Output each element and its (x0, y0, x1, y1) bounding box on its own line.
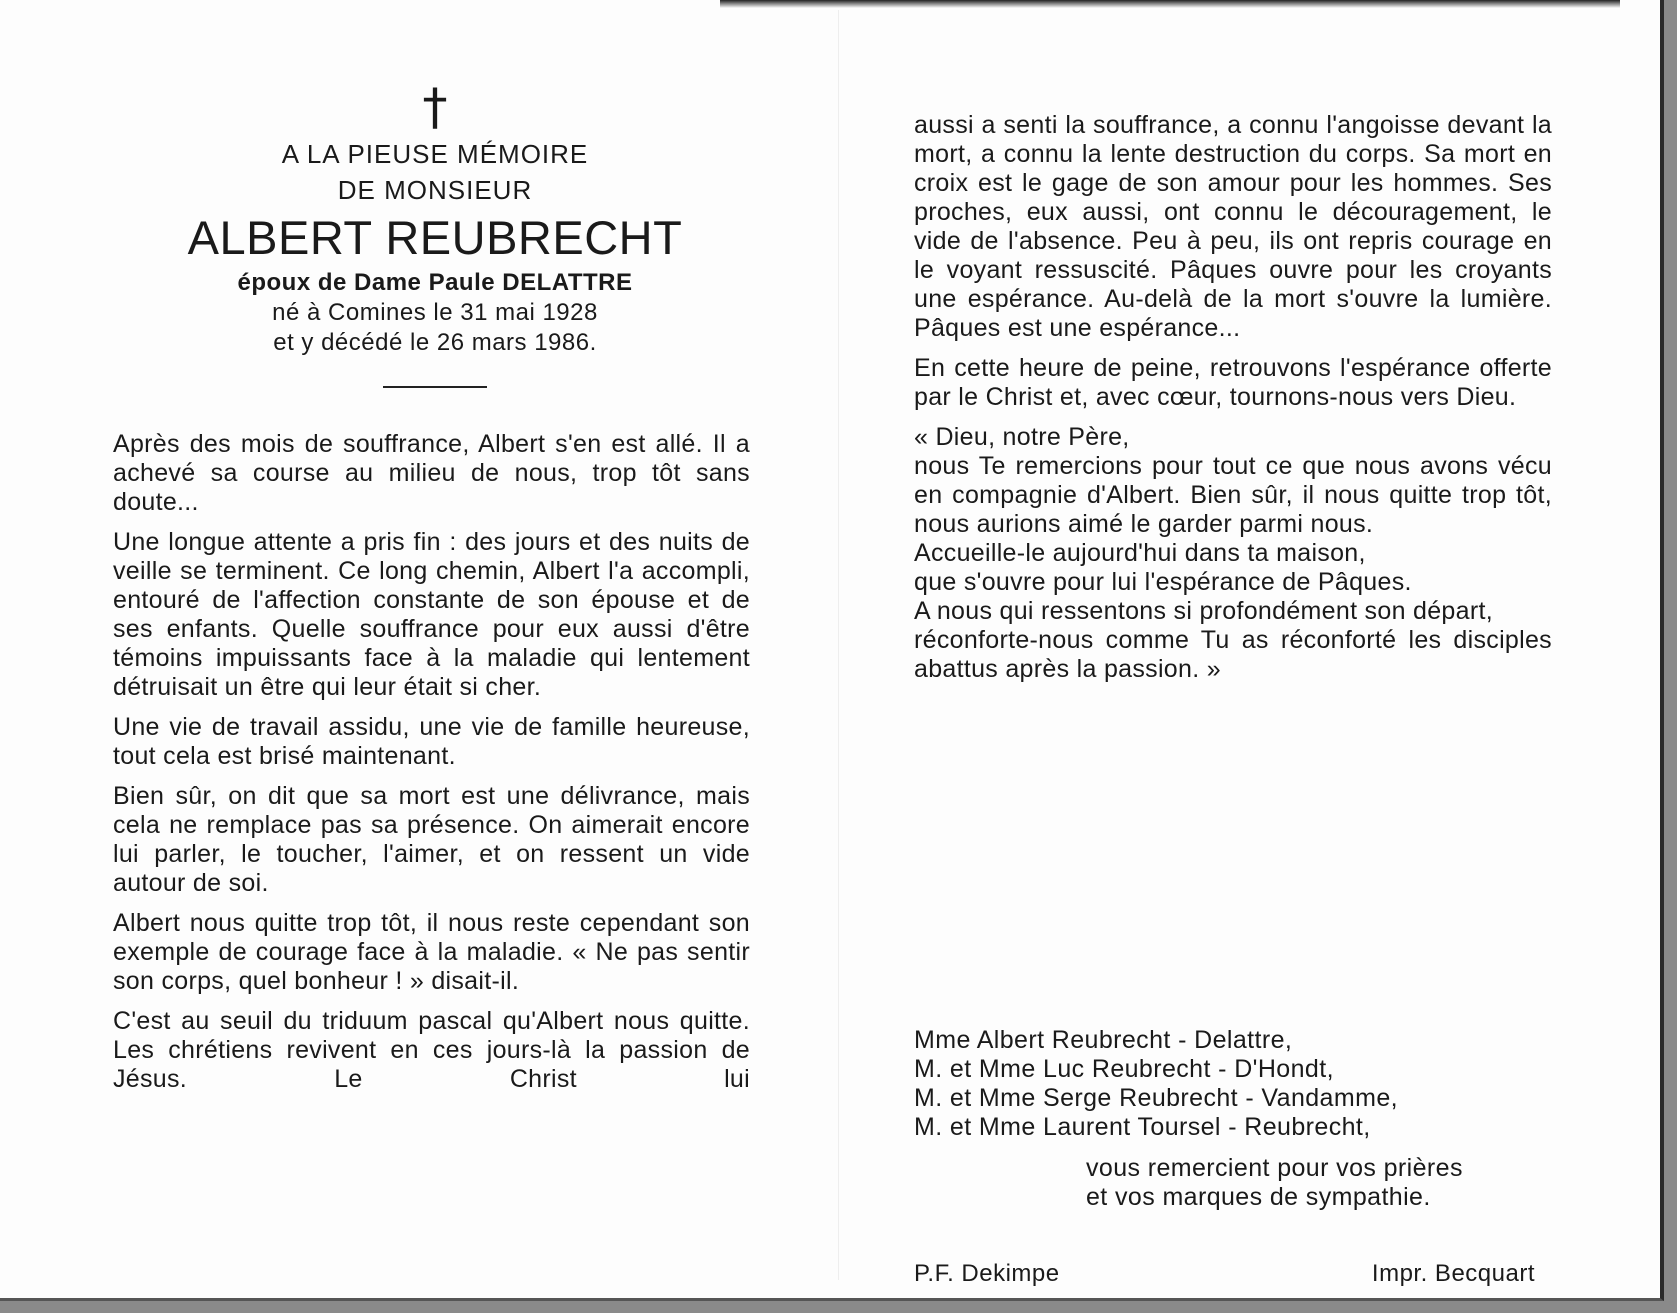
paragraph: Bien sûr, on dit que sa mort est une délivrance, mais cela ne remplace pas sa présence. On aimerait encore lui parler, le toucher, l'aimer, et on ressent un vide autour de soi. (113, 782, 750, 897)
deceased-name: ALBERT REUBRECHT (187, 211, 683, 264)
memorial-line-1: A LA PIEUSE MÉMOIRE (281, 139, 589, 169)
left-column (113, 430, 750, 1105)
paragraph: Une longue attente a pris fin : des jours et des nuits de veille se terminent. Ce long chemin, Albert l'a accompli, entouré de l'affection constante de son épouse et de ses enfants. Quelle souffrance pour eux aussi d'être témoins impuissants face à la maladie qui lentement détruisait un être qui leur était si cher. (113, 528, 750, 701)
thanks-note (1086, 1154, 1463, 1212)
prayer (914, 423, 1552, 684)
prayer-line: que s'ouvre pour lui l'espérance de Pâques. (914, 568, 1412, 596)
death-line: et y décédé le 26 mars 1986. (273, 329, 597, 356)
funeral-home: P.F. Dekimpe (914, 1260, 1060, 1287)
family-list (914, 1026, 1398, 1142)
paragraph: Après des mois de souffrance, Albert s'en est allé. Il a achevé sa course au milieu de nous, trop tôt sans doute... (113, 430, 750, 516)
prayer-line: « Dieu, notre Père, (914, 423, 1130, 451)
thanks-line: vous remercient pour vos prières (1086, 1154, 1463, 1182)
printer-credit: Impr. Becquart (1371, 1260, 1535, 1287)
paragraph: Albert nous quitte trop tôt, il nous reste cependant son exemple de courage face à la maladie. « Ne pas sentir son corps, quel bonheur ! » disait-il. (113, 909, 750, 995)
card-header (160, 80, 710, 388)
scan-shadow (720, 0, 1620, 8)
prayer-line: A nous qui ressentons si profondément son départ, (914, 597, 1493, 625)
right-column (914, 111, 1552, 684)
family-member: M. et Mme Laurent Toursel - Reubrecht, (914, 1113, 1371, 1141)
thanks-line: et vos marques de sympathie. (1086, 1183, 1431, 1211)
divider (383, 386, 487, 388)
paragraph: aussi a senti la souffrance, a connu l'angoisse devant la mort, a connu la lente destruction du corps. Sa mort en croix est le gage de son amour pour les hommes. Ses proches, eux aussi, ont connu le découragement, le vide de l'absence. Peu à peu, ils ont repris courage en le voyant ressuscité. Pâques ouvre pour les croyants une espérance. Au-delà de la mort s'ouvre la lumière. Pâques est une espérance... (914, 111, 1552, 342)
prayer-line: nous Te remercions pour tout ce que nous avons vécu en compagnie d'Albert. Bien sûr, il nous quitte trop tôt, nous aurions aimé le garder parmi nous. (914, 452, 1552, 538)
cross-icon: † (422, 78, 448, 136)
paragraph: C'est au seuil du triduum pascal qu'Albert nous quitte. Les chrétiens revivent en ces jours-là la passion de Jésus. Le Christ lui (113, 1007, 750, 1093)
spouse-line: époux de Dame Paule DELATTRE (237, 269, 633, 296)
family-member: M. et Mme Luc Reubrecht - D'Hondt, (914, 1055, 1334, 1083)
card-fold (838, 10, 839, 1280)
birth-line: né à Comines le 31 mai 1928 (272, 299, 598, 326)
prayer-line: réconforte-nous comme Tu as réconforté les disciples abattus après la passion. » (914, 626, 1552, 683)
family-member: M. et Mme Serge Reubrecht - Vandamme, (914, 1084, 1398, 1112)
memorial-line-2: DE MONSIEUR (337, 175, 533, 205)
paragraph: Une vie de travail assidu, une vie de famille heureuse, tout cela est brisé maintenant. (113, 713, 750, 770)
paragraph: En cette heure de peine, retrouvons l'espérance offerte par le Christ et, avec cœur, tournons-nous vers Dieu. (914, 354, 1552, 411)
prayer-line: Accueille-le aujourd'hui dans ta maison, (914, 539, 1366, 567)
family-member: Mme Albert Reubrecht - Delattre, (914, 1026, 1293, 1054)
